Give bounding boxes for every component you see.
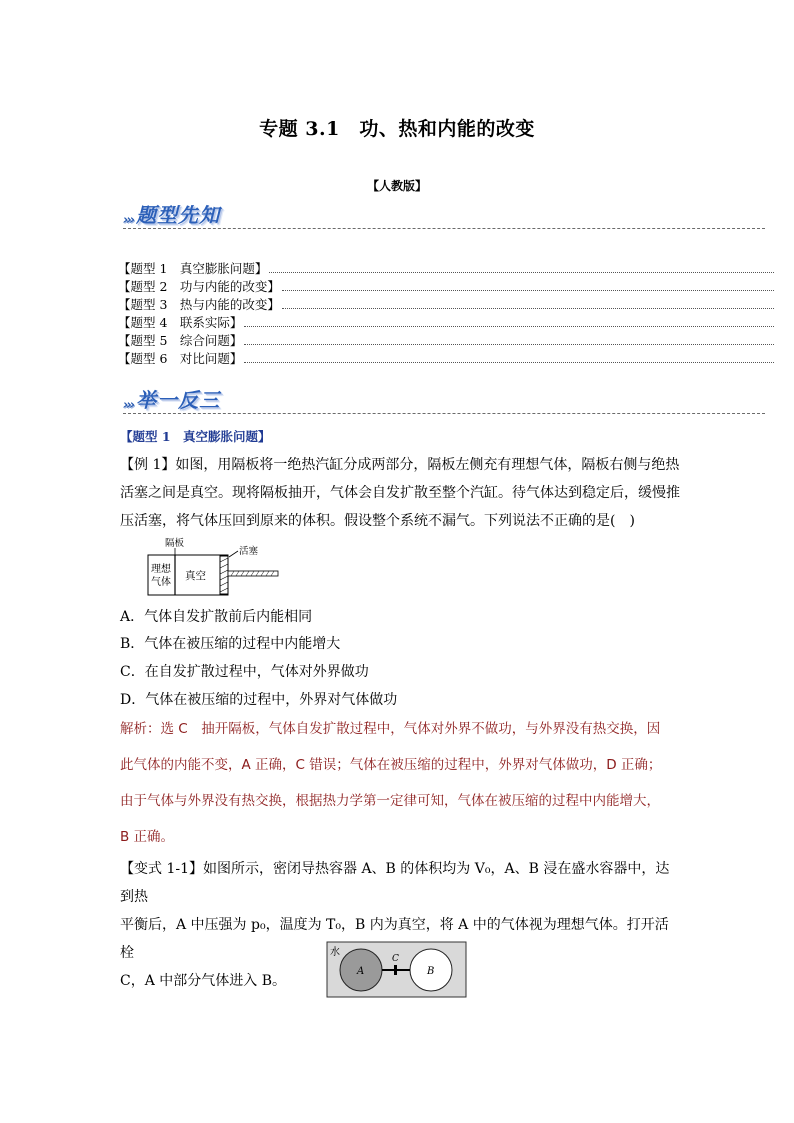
analysis-line: 由于气体与外界没有热交换，根据热力学第一定律可知，气体在被压缩的过程中内能增大， [120,793,660,809]
option-a: A．气体自发扩散前后内能相同 [120,609,313,625]
banner-title: 题型先知 [136,203,221,227]
partition-label: 隔板 [165,538,185,549]
valve-label: C [392,954,399,964]
container-b-label: B [427,966,435,977]
piston-label: 活塞 [239,546,259,557]
question-line: 压活塞，将气体压回到原来的体积。假设整个系统不漏气。下列说法不正确的是( ) [120,513,635,529]
banner-examples [123,385,220,413]
toc-item[interactable]: 【题型 3 热与内能的改变】 [118,295,774,313]
analysis-line: 此气体的内能不变，A 正确，C 错误；气体在被压缩的过程中，外界对气体做功，D 正确； [120,757,662,773]
option-b: B．气体在被压缩的过程中内能增大 [120,636,341,652]
analysis-line: B 正确。 [120,829,175,845]
question-line: 【变式 1-1】如图所示，密闭导热容器 A、B 的体积均为 V₀，A、B 浸在盛水容器中，达到热 [120,861,670,905]
container-diagram [326,941,468,999]
question-line: 【例 1】如图，用隔板将一绝热汽缸分成两部分，隔板左侧充有理想气体，隔板右侧与绝热 [120,457,680,473]
divider [123,228,765,229]
gas-label: 理想 [151,564,171,575]
toc-item[interactable]: 【题型 6 对比问题】 [118,349,774,367]
question-line: C，A 中部分气体进入 B。 [120,973,287,989]
page-title: 专题 3.1 功、热和内能的改变 [259,118,535,140]
banner-arrows-icon: ››› [123,213,134,228]
toc-item[interactable]: 【题型 4 联系实际】 [118,313,774,331]
banner-question-types [123,200,220,228]
analysis-block [120,711,680,855]
cylinder-diagram [145,535,290,597]
edition-label: 【人教版】 [366,179,427,193]
banner-arrows-icon: ››› [123,398,134,413]
question-line: 平衡后，A 中压强为 p₀，温度为 T₀，B 内为真空，将 A 中的气体视为理想气体。打开活栓 [120,917,669,961]
section-heading: 【题型 1 真空膨胀问题】 [120,429,271,444]
divider [123,413,765,414]
valve-icon [394,965,397,975]
vacuum-label: 真空 [185,570,206,582]
example-question [120,451,680,535]
option-d: D．气体在被压缩的过程中，外界对气体做功 [120,692,398,708]
toc-item[interactable]: 【题型 5 综合问题】 [118,331,774,349]
water-label: 水 [330,947,340,958]
table-of-contents [118,259,774,367]
banner-title: 举一反三 [136,388,221,412]
gas-label: 气体 [151,577,171,588]
question-line: 活塞之间是真空。现将隔板抽开，气体会自发扩散至整个汽缸。待气体达到稳定后，缓慢推 [120,485,680,501]
container-a-label: A [357,966,365,977]
toc-item[interactable]: 【题型 1 真空膨胀问题】 [118,259,774,277]
option-c: C．在自发扩散过程中，气体对外界做功 [120,664,369,680]
analysis-line: 解析：选 C 抽开隔板，气体自发扩散过程中，气体对外界不做功，与外界没有热交换，因 [120,721,661,737]
toc-item[interactable]: 【题型 2 功与内能的改变】 [118,277,774,295]
